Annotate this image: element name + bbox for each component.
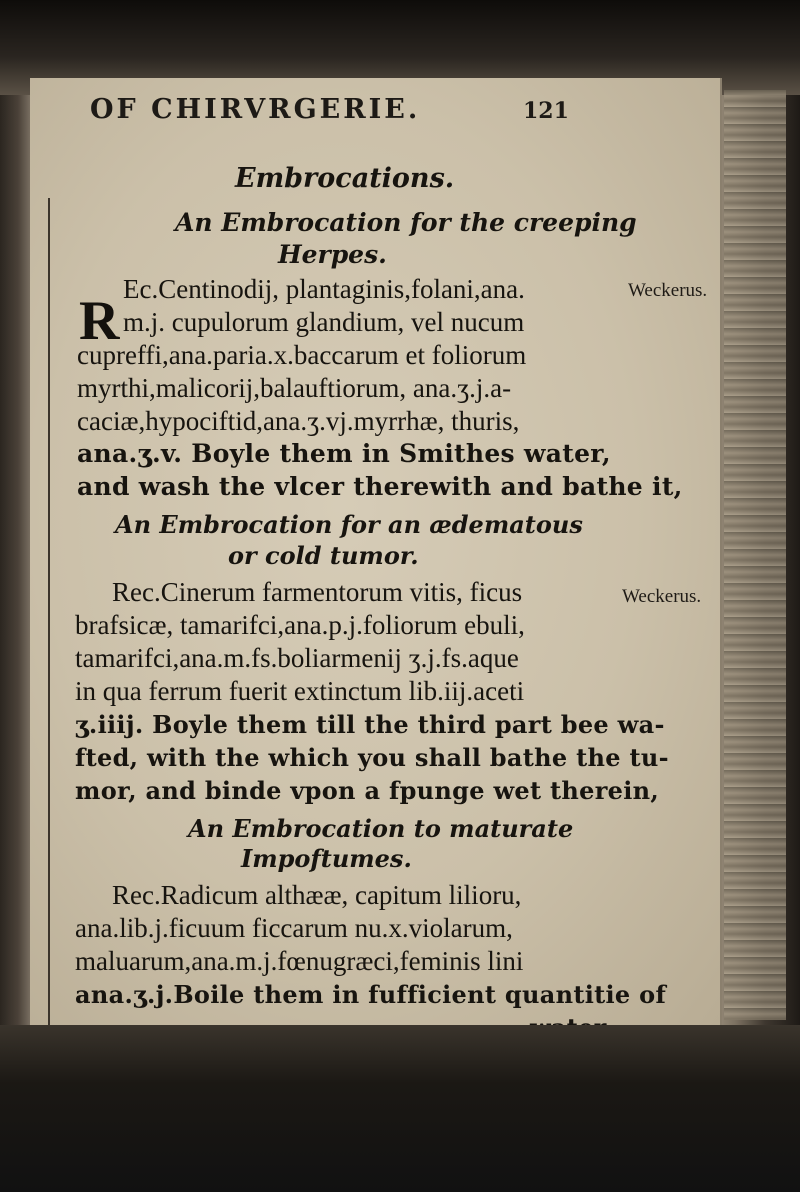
section3-title-line2: Impoftumes. [241, 844, 412, 873]
section1-line-2: m.j. cupulorum glandium, vel nucum [123, 307, 525, 337]
section3-line-1: Rec.Radicum althææ, capitum lilioru, [112, 880, 522, 910]
section3-line-2: ana.lib.j.ficuum ficcarum nu.x.violarum, [75, 913, 513, 943]
section3-line-3: maluarum,ana.m.j.fœnugræci,feminis lini [75, 946, 524, 976]
margin-note-weckerus-2: Weckerus. [622, 586, 702, 607]
section2-line-4: in qua ferrum fuerit extinctum lib.iij.aceti [75, 676, 525, 706]
section2-line-3: tamarifci,ana.m.fs.boliarmenij ʒ.j.fs.aque [75, 643, 519, 673]
section1-line-1: Ec.Centinodij, plantaginis,folani,ana. [123, 274, 525, 304]
bottom-dark-edge [0, 1025, 800, 1192]
section1-dropcap: R [79, 290, 120, 352]
section1-line-7: and wash the vlcer therewith and bathe it, [77, 472, 683, 501]
margin-note-weckerus-1: Weckerus. [628, 280, 708, 301]
section2-line-2: brafsicæ, tamarifci,ana.p.j.foliorum ebuli, [75, 610, 525, 640]
section2-line-1: Rec.Cinerum farmentorum vitis, ficus [112, 577, 523, 607]
section2-title-line2: or cold tumor. [228, 541, 419, 570]
section1-title-line2: Herpes. [278, 240, 387, 269]
book-page [30, 78, 722, 1028]
page-header [30, 84, 720, 134]
section1-line-5: caciæ,hypociftid,ana.ʒ.vj.myrrhæ, thuris, [77, 406, 520, 436]
left-page-edge-line [48, 198, 50, 1078]
section3-line-4: ana.ʒ.j.Boile them in fufficient quantitie of [75, 980, 667, 1009]
section1-line-6: ana.ʒ.v. Boyle them in Smithes water, [77, 439, 611, 468]
section2-line-7: mor, and binde vpon a fpunge wet therein, [75, 776, 660, 805]
section2-line-5: ʒ.iiij. Boyle them till the third part bee wa- [75, 710, 665, 739]
section3-title-line1: An Embrocation to maturate [188, 814, 574, 843]
section1-line-3: cupreffi,ana.paria.x.baccarum et foliorum [77, 340, 527, 370]
running-head: OF CHIRVRGERIE. [90, 94, 421, 125]
main-heading: Embrocations. [235, 163, 455, 194]
book-fore-edge [724, 90, 786, 1020]
section1-title-line1: An Embrocation for the creeping [175, 208, 637, 237]
page-number: 121 [523, 98, 569, 124]
section2-title-line1: An Embrocation for an ædematous [115, 510, 583, 539]
section2-line-6: fted, with the which you shall bathe the tu- [75, 743, 669, 772]
section1-line-4: myrthi,malicorij,balauftiorum, ana.ʒ.j.a- [77, 373, 512, 403]
